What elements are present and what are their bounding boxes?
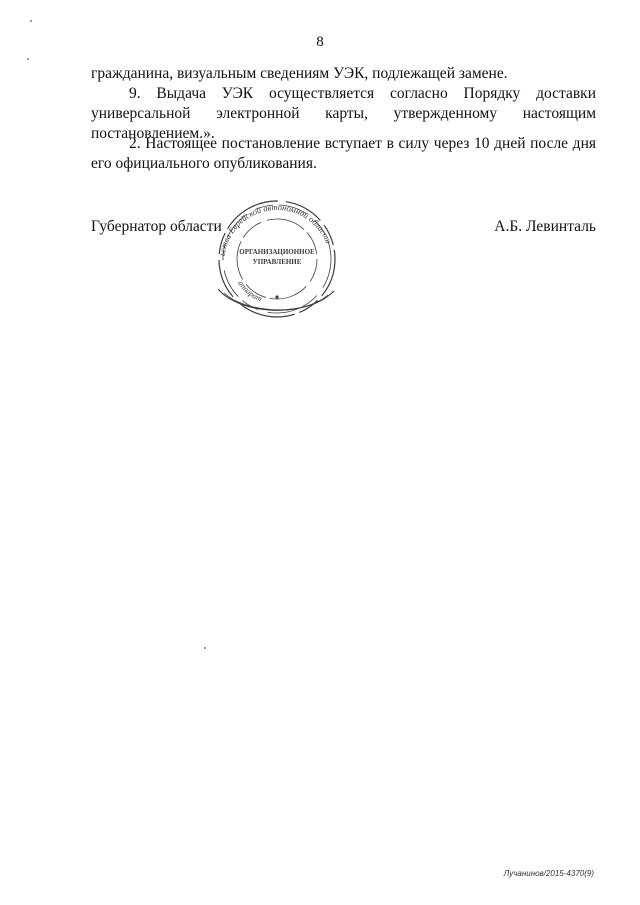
seal-center-line: ОРГАНИЗАЦИОННОЕ: [239, 248, 315, 256]
signatory-name: А.Б. Левинталь: [494, 218, 596, 235]
seal-center-line: УПРАВЛЕНИЕ: [252, 258, 302, 266]
body-line: универсальной электронной карты, утвержденному настоящим: [91, 105, 596, 122]
page-number: 8: [316, 34, 324, 50]
paragraph-continuation: [91, 64, 596, 84]
body-line: 2. Настоящее постановление вступает в силу через 10 дней после дня: [129, 135, 596, 152]
signatory-position: Губернатор области: [91, 218, 222, 235]
document-code: Лучанинов/2015-4370(9): [503, 869, 594, 878]
official-seal: [210, 193, 344, 321]
body-line: 9. Выдача УЭК осуществляется согласно Порядку доставки: [129, 85, 596, 102]
seal-dot: [275, 295, 278, 298]
svg-text:аппарат: [236, 279, 263, 304]
seal-ring-bottom-text: аппарат: [236, 278, 264, 304]
paragraph-2: [91, 134, 596, 174]
scan-speck: [204, 647, 206, 649]
seal-ring-text: ьства Еврейской автономной области: [216, 201, 334, 257]
body-line: его официального опубликования.: [91, 155, 317, 172]
body-line: постановлением.».: [91, 125, 215, 142]
scan-speck: [27, 58, 29, 60]
body-line: гражданина, визуальным сведениям УЭК, подлежащей замене.: [91, 65, 508, 82]
scan-speck: [30, 20, 32, 22]
